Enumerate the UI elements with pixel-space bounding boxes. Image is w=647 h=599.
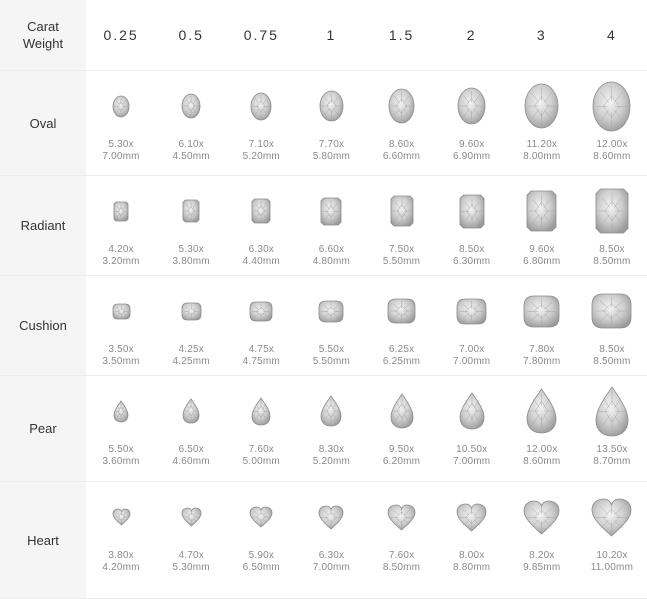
carat-header-cell — [296, 0, 366, 71]
dimension-height: 7.00mm — [453, 356, 491, 367]
oval-diamond-icon — [524, 83, 559, 129]
radiant-diamond-icon — [526, 190, 557, 232]
diamond-image — [86, 278, 156, 344]
carat-header-cell — [86, 0, 156, 71]
dimension-width: 8.00x — [458, 550, 485, 561]
carat-value: 0.25 — [103, 27, 139, 43]
cushion-diamond-icon — [591, 293, 632, 329]
diamond-image — [296, 178, 366, 244]
dimension-height: 7.00mm — [453, 456, 491, 467]
carat-value: 0.5 — [178, 27, 204, 43]
dimension-height: 5.50mm — [382, 256, 421, 267]
diamond-image — [507, 278, 577, 344]
oval-diamond-icon — [250, 92, 272, 121]
size-cell — [437, 376, 507, 482]
dimension-width: 3.80x — [108, 550, 134, 561]
dimension-height: 4.25mm — [172, 356, 210, 367]
diamond-image — [156, 73, 226, 139]
diamond-image — [507, 378, 577, 444]
dimension-height: 7.80mm — [523, 356, 561, 367]
diamond-image — [296, 73, 366, 139]
shape-name: Cushion — [19, 318, 67, 333]
pear-diamond-icon — [459, 392, 485, 430]
dimension-height: 7.00mm — [312, 562, 351, 573]
shape-name: Heart — [27, 532, 59, 548]
dimension-width: 8.50x — [458, 244, 485, 255]
dimension-width: 4.20x — [108, 244, 134, 255]
radiant-diamond-icon — [113, 201, 129, 222]
diamond-image — [437, 73, 507, 139]
size-cell — [226, 71, 296, 176]
dimension-height: 8.70mm — [593, 456, 631, 467]
size-cell — [577, 376, 647, 482]
shape-name: Radiant — [20, 218, 66, 233]
carat-header-cell — [156, 0, 226, 71]
dimension-height: 6.90mm — [453, 151, 491, 162]
radiant-diamond-icon — [595, 188, 629, 234]
size-cell — [296, 276, 366, 376]
shape-label-cell — [0, 482, 86, 599]
dimension-width: 9.50x — [388, 444, 415, 455]
size-cell — [86, 482, 156, 599]
dimension-width: 7.70x — [318, 139, 345, 150]
diamond-image — [367, 73, 437, 139]
carat-weight-header — [0, 0, 86, 71]
dimension-width: 7.60x — [248, 444, 275, 455]
dimension-height: 4.40mm — [242, 256, 280, 267]
dimension-width: 6.30x — [318, 550, 345, 561]
dimension-width: 9.60x — [529, 244, 555, 255]
dimension-width: 6.25x — [388, 344, 415, 355]
dimension-width: 4.70x — [178, 550, 204, 561]
cushion-diamond-icon — [249, 301, 273, 322]
diamond-image — [226, 73, 296, 139]
dimension-height: 5.20mm — [242, 151, 280, 162]
oval-diamond-icon — [319, 90, 344, 122]
size-cell — [156, 71, 226, 176]
dimension-width: 3.50x — [108, 344, 134, 355]
carat-value: 2 — [466, 27, 477, 43]
dimension-height: 4.50mm — [172, 151, 210, 162]
carat-header-cell — [367, 0, 437, 71]
size-cell — [507, 276, 577, 376]
diamond-image — [577, 278, 647, 344]
dimension-width: 5.50x — [318, 344, 345, 355]
dimension-height: 3.20mm — [102, 256, 140, 267]
size-cell — [226, 176, 296, 276]
heart-diamond-icon — [112, 508, 131, 526]
dimension-height: 6.60mm — [382, 151, 421, 162]
diamond-image — [156, 178, 226, 244]
pear-diamond-icon — [182, 398, 200, 424]
dimension-height: 4.75mm — [242, 356, 280, 367]
carat-weight-label-line1: Carat — [27, 19, 59, 34]
size-cell — [577, 276, 647, 376]
heart-diamond-icon — [591, 498, 632, 537]
dimension-width: 8.60x — [388, 139, 415, 150]
pear-diamond-icon — [390, 393, 414, 429]
size-cell — [86, 376, 156, 482]
dimension-width: 10.50x — [456, 444, 488, 455]
diamond-image — [296, 378, 366, 444]
carat-header-cell — [507, 0, 577, 71]
size-cell — [156, 176, 226, 276]
radiant-diamond-icon — [320, 197, 342, 226]
pear-diamond-icon — [320, 395, 342, 427]
diamond-image — [86, 484, 156, 550]
dimension-height: 6.25mm — [382, 356, 421, 367]
dimension-height: 7.00mm — [102, 151, 140, 162]
shape-name: Oval — [29, 115, 57, 131]
dimension-height: 6.80mm — [523, 256, 561, 267]
diamond-image — [226, 278, 296, 344]
dimension-width: 13.50x — [596, 444, 628, 455]
dimension-width: 12.00x — [596, 139, 628, 150]
dimension-width: 6.60x — [318, 244, 345, 255]
diamond-image — [577, 484, 647, 550]
dimension-height: 3.80mm — [172, 256, 210, 267]
cushion-diamond-icon — [456, 298, 487, 325]
size-cell — [437, 176, 507, 276]
size-cell — [226, 482, 296, 599]
dimension-width: 7.00x — [458, 344, 485, 355]
cushion-diamond-icon — [181, 302, 202, 321]
dimension-width: 8.50x — [599, 344, 625, 355]
size-cell — [507, 176, 577, 276]
pear-diamond-icon — [251, 397, 271, 426]
dimension-height: 8.50mm — [593, 356, 631, 367]
pear-diamond-icon — [595, 386, 629, 437]
size-cell — [296, 176, 366, 276]
pear-diamond-icon — [526, 388, 557, 434]
diamond-image — [367, 378, 437, 444]
size-cell — [226, 376, 296, 482]
carat-value: 4 — [607, 27, 617, 43]
diamond-image — [437, 484, 507, 550]
diamond-image — [156, 484, 226, 550]
dimension-width: 12.00x — [526, 444, 558, 455]
diamond-image — [437, 278, 507, 344]
shape-label-cell — [0, 71, 86, 176]
dimension-height: 6.30mm — [453, 256, 491, 267]
diamond-image — [507, 484, 577, 550]
size-cell — [296, 376, 366, 482]
dimension-height: 4.80mm — [312, 256, 351, 267]
dimension-height: 5.50mm — [312, 356, 351, 367]
diamond-image — [226, 378, 296, 444]
radiant-diamond-icon — [390, 195, 414, 227]
dimension-height: 6.20mm — [382, 456, 421, 467]
cushion-diamond-icon — [387, 298, 416, 324]
pear-diamond-icon — [113, 400, 129, 423]
dimension-height: 8.60mm — [593, 151, 631, 162]
dimension-width: 5.30x — [178, 244, 204, 255]
diamond-image — [577, 178, 647, 244]
dimension-width: 7.50x — [388, 244, 415, 255]
size-cell — [156, 482, 226, 599]
dimension-width: 8.50x — [599, 244, 625, 255]
oval-diamond-icon — [592, 81, 631, 132]
size-cell — [367, 376, 437, 482]
diamond-image — [437, 378, 507, 444]
dimension-height: 8.00mm — [523, 151, 561, 162]
oval-diamond-icon — [112, 95, 130, 118]
dimension-width: 5.50x — [108, 444, 134, 455]
size-cell — [437, 482, 507, 599]
dimension-height: 6.50mm — [242, 562, 280, 573]
carat-value: 1 — [326, 27, 337, 43]
diamond-image — [296, 278, 366, 344]
heart-diamond-icon — [387, 504, 416, 531]
diamond-image — [296, 484, 366, 550]
dimension-width: 6.30x — [248, 244, 275, 255]
size-cell — [296, 71, 366, 176]
carat-header-cell — [226, 0, 296, 71]
heart-diamond-icon — [181, 507, 202, 527]
size-cell — [507, 71, 577, 176]
dimension-height: 5.30mm — [172, 562, 210, 573]
shape-label-cell — [0, 176, 86, 276]
size-cell — [86, 71, 156, 176]
diamond-image — [507, 178, 577, 244]
radiant-diamond-icon — [459, 194, 485, 229]
diamond-image — [86, 73, 156, 139]
dimension-height: 9.85mm — [523, 562, 561, 573]
dimension-width: 9.60x — [458, 139, 485, 150]
diamond-image — [226, 178, 296, 244]
dimension-height: 11.00mm — [590, 562, 634, 573]
cushion-diamond-icon — [523, 295, 560, 328]
diamond-image — [577, 73, 647, 139]
dimension-height: 8.50mm — [593, 256, 631, 267]
size-cell — [437, 276, 507, 376]
oval-diamond-icon — [181, 93, 201, 119]
dimension-width: 5.30x — [108, 139, 134, 150]
size-cell — [437, 71, 507, 176]
dimension-height: 4.20mm — [102, 562, 140, 573]
cushion-diamond-icon — [112, 303, 131, 320]
dimension-width: 7.80x — [529, 344, 555, 355]
size-cell — [296, 482, 366, 599]
carat-weight-label-line2: Weight — [22, 36, 64, 51]
dimension-height: 3.60mm — [102, 456, 140, 467]
size-cell — [226, 276, 296, 376]
dimension-height: 5.00mm — [242, 456, 280, 467]
carat-value: 1.5 — [388, 27, 415, 43]
diamond-image — [437, 178, 507, 244]
heart-diamond-icon — [456, 503, 487, 532]
diamond-image — [156, 278, 226, 344]
heart-diamond-icon — [523, 500, 560, 535]
dimension-height: 5.20mm — [312, 456, 351, 467]
size-cell — [156, 276, 226, 376]
size-cell — [367, 176, 437, 276]
oval-diamond-icon — [388, 88, 415, 124]
dimension-width: 7.10x — [248, 139, 275, 150]
size-cell — [507, 482, 577, 599]
size-cell — [577, 176, 647, 276]
size-cell — [156, 376, 226, 482]
dimension-height: 8.60mm — [523, 456, 561, 467]
shape-label-cell — [0, 376, 86, 482]
radiant-diamond-icon — [251, 198, 271, 224]
diamond-image — [507, 73, 577, 139]
diamond-image — [577, 378, 647, 444]
dimension-width: 4.25x — [178, 344, 204, 355]
diamond-image — [367, 278, 437, 344]
cushion-diamond-icon — [318, 300, 344, 323]
dimension-width: 8.30x — [318, 444, 345, 455]
size-cell — [86, 276, 156, 376]
carat-value: 3 — [536, 27, 547, 43]
dimension-height: 4.60mm — [172, 456, 210, 467]
dimension-height: 8.50mm — [382, 562, 421, 573]
radiant-diamond-icon — [182, 199, 200, 223]
size-cell — [367, 71, 437, 176]
diamond-image — [367, 178, 437, 244]
heart-diamond-icon — [318, 505, 344, 530]
oval-diamond-icon — [457, 87, 486, 125]
carat-header-cell — [577, 0, 647, 71]
diamond-image — [226, 484, 296, 550]
dimension-width: 8.20x — [529, 550, 555, 561]
dimension-height: 5.80mm — [312, 151, 351, 162]
dimension-width: 7.60x — [388, 550, 415, 561]
dimension-width: 4.75x — [248, 344, 275, 355]
dimension-width: 11.20x — [526, 139, 558, 150]
size-cell — [577, 71, 647, 176]
shape-name: Pear — [29, 421, 57, 436]
dimension-width: 10.20x — [596, 550, 628, 561]
dimension-width: 6.10x — [178, 139, 204, 150]
size-cell — [86, 176, 156, 276]
dimension-width: 5.90x — [248, 550, 275, 561]
size-cell — [367, 482, 437, 599]
carat-value: 0.75 — [243, 27, 279, 43]
diamond-image — [86, 378, 156, 444]
shape-label-cell — [0, 276, 86, 376]
diamond-image — [86, 178, 156, 244]
size-cell — [507, 376, 577, 482]
carat-header-cell — [437, 0, 507, 71]
dimension-width: 6.50x — [178, 444, 204, 455]
dimension-height: 8.80mm — [453, 562, 491, 573]
dimension-height: 3.50mm — [102, 356, 140, 367]
heart-diamond-icon — [249, 506, 273, 528]
diamond-image — [156, 378, 226, 444]
size-cell — [367, 276, 437, 376]
diamond-image — [367, 484, 437, 550]
size-cell — [577, 482, 647, 599]
